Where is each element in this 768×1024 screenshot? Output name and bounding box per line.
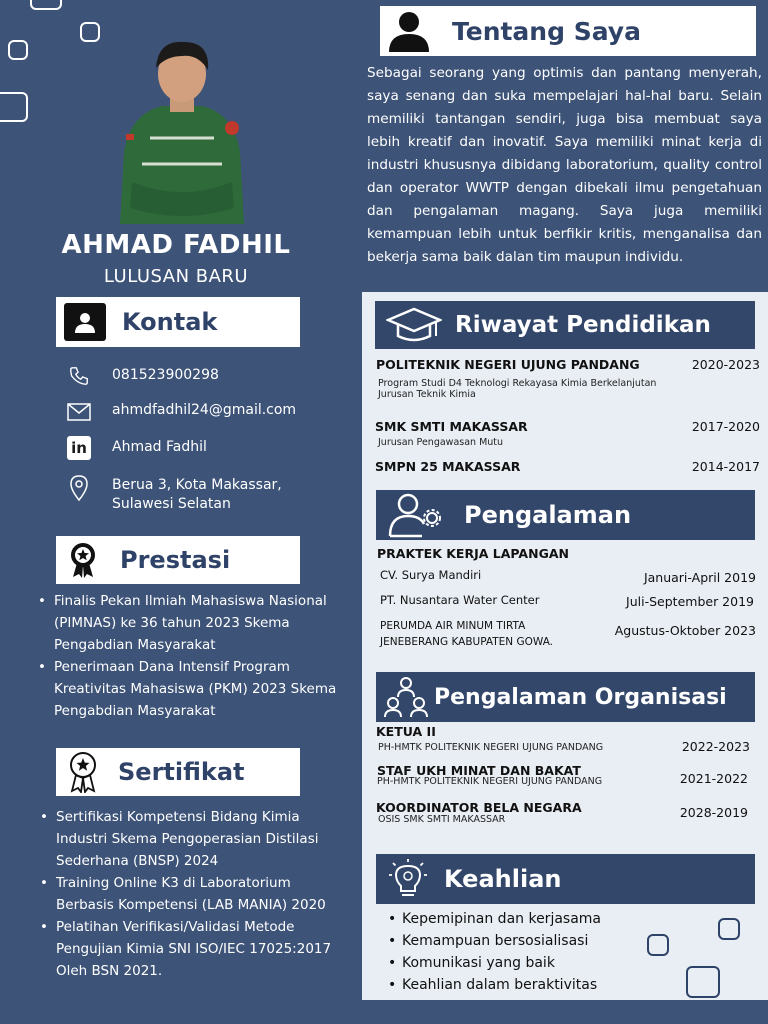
phone-number: 081523900298: [112, 367, 219, 383]
person-gear-icon: [384, 491, 446, 539]
list-item: • Pelatihan Verifikasi/Validasi Metode Pengujian Kimia SNI ISO/IEC 17025:2017 Oleh BSN 2021.: [38, 916, 350, 982]
company-block: [380, 618, 553, 650]
decor-square: [718, 918, 740, 940]
sertifikat-list: [38, 806, 350, 982]
study-program: Program Studi D4 Teknologi Rekayasa Kimia Berkelanjutan: [378, 378, 657, 389]
list-item: • Sertifikasi Kompetensi Bidang Kimia Industri Skema Pengoperasian Distilasi Sederhana (BNSP) 2024: [38, 806, 350, 872]
lightbulb-icon: [386, 857, 430, 901]
org-name: PH-HMTK POLITEKNIK NEGERI UJUNG PANDANG: [378, 742, 604, 753]
decor-square: [686, 966, 720, 998]
period: Januari-April 2019: [643, 570, 756, 585]
organization-entry: [377, 763, 756, 787]
section-header-kontak: [56, 297, 300, 347]
organization-entry: [376, 800, 756, 825]
years: 2021-2022: [679, 771, 748, 786]
decor-square: [0, 92, 28, 122]
experience-entry: [380, 568, 756, 585]
education-entry: [375, 459, 762, 474]
address-line: Sulawesi Selatan: [112, 496, 231, 512]
list-item: • Kepemipinan dan kerjasama: [388, 908, 601, 930]
org-name: PH-HMTK POLITEKNIK NEGERI UJUNG PANDANG: [377, 776, 603, 787]
years: 2017-2020: [691, 419, 760, 434]
graduation-cap-icon: [385, 305, 443, 345]
company: PT. Nusantara Water Center: [380, 593, 540, 607]
section-title: Keahlian: [444, 865, 562, 893]
section-title: Prestasi: [120, 546, 231, 574]
education-entry: [376, 357, 762, 400]
section-title: Kontak: [122, 308, 218, 336]
linkedin-icon: in: [64, 436, 94, 460]
experience-entry: [380, 618, 756, 650]
organization-entry: [376, 724, 756, 754]
section-title: Pengalaman: [464, 501, 632, 529]
email-address: ahmdfadhil24@gmail.com: [112, 402, 297, 418]
section-header-pendidikan: [375, 301, 755, 349]
experience-entry: [380, 593, 754, 609]
list-item: • Kemampuan bersosialisasi: [388, 930, 601, 952]
medal-icon: [66, 540, 100, 580]
experience-heading: PRAKTEK KERJA LAPANGAN: [377, 546, 569, 561]
prestasi-list: [36, 590, 356, 722]
decor-square: [30, 0, 62, 10]
years: 2014-2017: [691, 459, 760, 474]
org-role: KOORDINATOR BELA NEGARA: [376, 800, 582, 815]
section-header-sertifikat: [56, 748, 300, 796]
years: 2022-2023: [681, 739, 750, 754]
decor-square: [80, 22, 100, 42]
section-title: Pengalaman Organisasi: [434, 684, 727, 710]
person-name: AHMAD FADHIL: [61, 230, 291, 260]
contact-card-icon: [64, 303, 106, 341]
award-ribbon-icon: [66, 750, 100, 794]
section-header-keahlian: [376, 854, 755, 904]
years: 2020-2023: [691, 357, 760, 372]
list-item: • Komunikasi yang baik: [388, 952, 601, 974]
school-name: POLITEKNIK NEGERI UJUNG PANDANG: [376, 357, 640, 372]
section-title: Sertifikat: [118, 758, 245, 786]
section-title: Tentang Saya: [452, 16, 641, 46]
address-block: [112, 476, 282, 514]
school-name: SMK SMTI MAKASSAR: [375, 419, 528, 434]
section-title: Riwayat Pendidikan: [455, 312, 711, 338]
list-item: • Training Online K3 di Laboratorium Berbasis Kompetensi (LAB MANIA) 2020: [38, 872, 350, 916]
location-pin-icon: [64, 476, 94, 500]
person-icon: [386, 9, 432, 53]
period: Agustus-Oktober 2023: [614, 623, 756, 638]
org-role: STAF UKH MINAT DAN BAKAT: [377, 763, 581, 778]
phone-icon: [64, 364, 94, 388]
period: Juli-September 2019: [626, 594, 754, 609]
company: CV. Surya Mandiri: [380, 568, 482, 582]
decor-square: [8, 40, 28, 60]
profile-photo: [112, 32, 252, 224]
school-name: SMPN 25 MAKASSAR: [375, 459, 521, 474]
section-header-tentang: [380, 6, 756, 56]
mail-icon: [64, 400, 94, 424]
list-item: • Keahlian dalam beraktivitas: [388, 974, 601, 996]
decor-square: [647, 934, 669, 956]
department: Jurusan Pengawasan Mutu: [378, 437, 504, 448]
person-role: LULUSAN BARU: [103, 266, 249, 287]
linkedin-name: Ahmad Fadhil: [112, 439, 207, 455]
section-header-organisasi: [376, 672, 755, 722]
section-header-prestasi: [56, 536, 300, 584]
team-icon: [382, 675, 430, 719]
department: Jurusan Teknik Kimia: [378, 389, 476, 400]
address-line: Berua 3, Kota Makassar,: [112, 477, 282, 493]
about-paragraph: Sebagai seorang yang optimis dan pantang menyerah, saya senang dan suka mempelajari hal-hal baru. Selain memiliki tantangan sendiri, juga bisa membuat saya lebih kreatif dan inovatif. Saya memiliki minat kerja di industri khususnya dibidang laboratorium, quality control dan operator WWTP dengan dibekali ilmu pengetahuan dan pengalaman magang. Saya juga memiliki kemampuan lebih untuk berfikir kritis, menganalisa dan bekerja sama baik dalan tim maupun individu.: [367, 65, 762, 265]
contact-phone[interactable]: [64, 364, 219, 388]
section-header-pengalaman: [376, 490, 755, 540]
years: 2028-2019: [679, 805, 748, 820]
list-item: • Penerimaan Dana Intensif Program Kreativitas Mahasiswa (PKM) 2023 Skema Pengabdian Masyarakat: [36, 656, 356, 722]
org-name: OSIS SMK SMTI MAKASSAR: [378, 814, 506, 825]
left-column: [0, 0, 362, 1024]
skills-list: [388, 908, 601, 996]
company: PERUMDA AIR MINUM TIRTA: [380, 620, 526, 632]
list-item: • Finalis Pekan Ilmiah Mahasiswa Nasional (PIMNAS) ke 36 tahun 2023 Skema Pengabdian Masyarakat: [36, 590, 356, 656]
contact-linkedin[interactable]: [64, 436, 207, 460]
contact-address: [64, 476, 282, 514]
contact-email[interactable]: [64, 400, 296, 424]
org-role: KETUA II: [376, 724, 436, 739]
company: JENEBERANG KABUPATEN GOWA.: [380, 636, 554, 648]
education-entry: [375, 419, 762, 448]
